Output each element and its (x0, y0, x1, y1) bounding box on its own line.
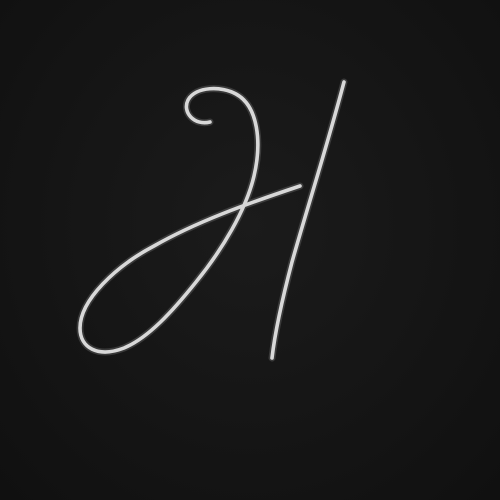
handwritten-letter-h-strokes (80, 82, 344, 358)
left-loop-stroke (80, 89, 300, 352)
right-stem-stroke (272, 82, 344, 358)
left-loop-stroke-glow (80, 89, 300, 352)
